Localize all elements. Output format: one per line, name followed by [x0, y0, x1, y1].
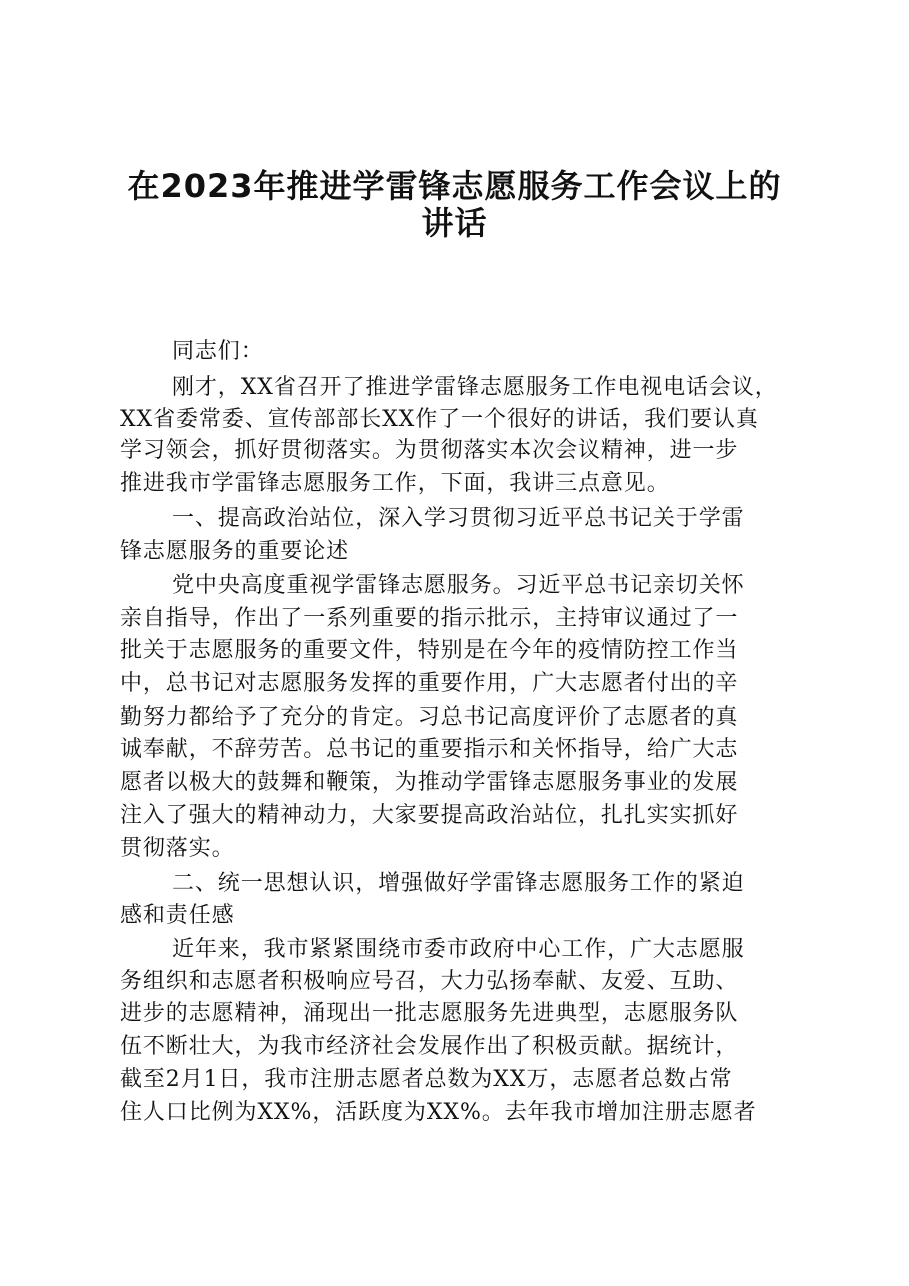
salutation: 同志们：	[172, 339, 264, 364]
section-heading-2: 感和责任感	[120, 903, 235, 928]
paragraph-2-line: 亲自指导，作出了一系列重要的指示批示，主持审议通过了一	[120, 606, 739, 631]
section-heading-1: 锋志愿服务的重要论述	[120, 539, 350, 564]
paragraph-1-line: 刚才，XX省召开了推进学雷锋志愿服务工作电视电话会议，	[172, 375, 778, 400]
paragraph-3-line: 截至2月1日，我市注册志愿者总数为XX万，志愿者总数占常	[120, 1067, 733, 1092]
paragraph-2-line: 诚奉献，不辞劳苦。总书记的重要指示和关怀指导，给广大志	[120, 737, 739, 762]
paragraph-1-line: XX省委常委、宣传部部长XX作了一个很好的讲话，我们要认真	[120, 407, 759, 432]
paragraph-2-line: 中，总书记对志愿服务发挥的重要作用，广大志愿者付出的辛	[120, 671, 739, 696]
paragraph-1-line: 推进我市学雷锋志愿服务工作，下面，我讲三点意见。	[120, 471, 670, 496]
section-heading-1: 一、提高政治站位，深入学习贯彻习近平总书记关于学雷	[172, 506, 745, 531]
paragraph-2-line: 贯彻落实。	[120, 836, 235, 861]
paragraph-1-line: 学习领会，抓好贯彻落实。为贯彻落实本次会议精神，进一步	[120, 438, 739, 463]
paragraph-2-line: 党中央高度重视学雷锋志愿服务。习近平总书记亲切关怀	[172, 573, 745, 598]
paragraph-3-line: 近年来，我市紧紧围绕市委市政府中心工作，广大志愿服	[172, 937, 745, 962]
paragraph-3-line: 伍不断壮大，为我市经济社会发展作出了积极贡献。据统计，	[120, 1034, 739, 1059]
paragraph-3-line: 住人口比例为XX%，活跃度为XX%。去年我市增加注册志愿者	[120, 1100, 757, 1125]
paragraph-3-line: 进步的志愿精神，涌现出一批志愿服务先进典型，志愿服务队	[120, 1001, 739, 1026]
section-heading-2: 二、统一思想认识，增强做好学雷锋志愿服务工作的紧迫	[172, 871, 745, 896]
document-title-line-1: 在2023年推进学雷锋志愿服务工作会议上的	[127, 167, 782, 205]
document-title-line-2: 讲话	[421, 204, 488, 242]
paragraph-2-line: 注入了强大的精神动力，大家要提高政治站位，扎扎实实抓好	[120, 803, 739, 828]
paragraph-3-line: 务组织和志愿者积极响应号召，大力弘扬奉献、友爱、互助、	[120, 969, 739, 994]
paragraph-2-line: 批关于志愿服务的重要文件，特别是在今年的疫情防控工作当	[120, 638, 739, 663]
paragraph-2-line: 勤努力都给予了充分的肯定。习总书记高度评价了志愿者的真	[120, 705, 739, 730]
paragraph-2-line: 愿者以极大的鼓舞和鞭策，为推动学雷锋志愿服务事业的发展	[120, 770, 739, 795]
